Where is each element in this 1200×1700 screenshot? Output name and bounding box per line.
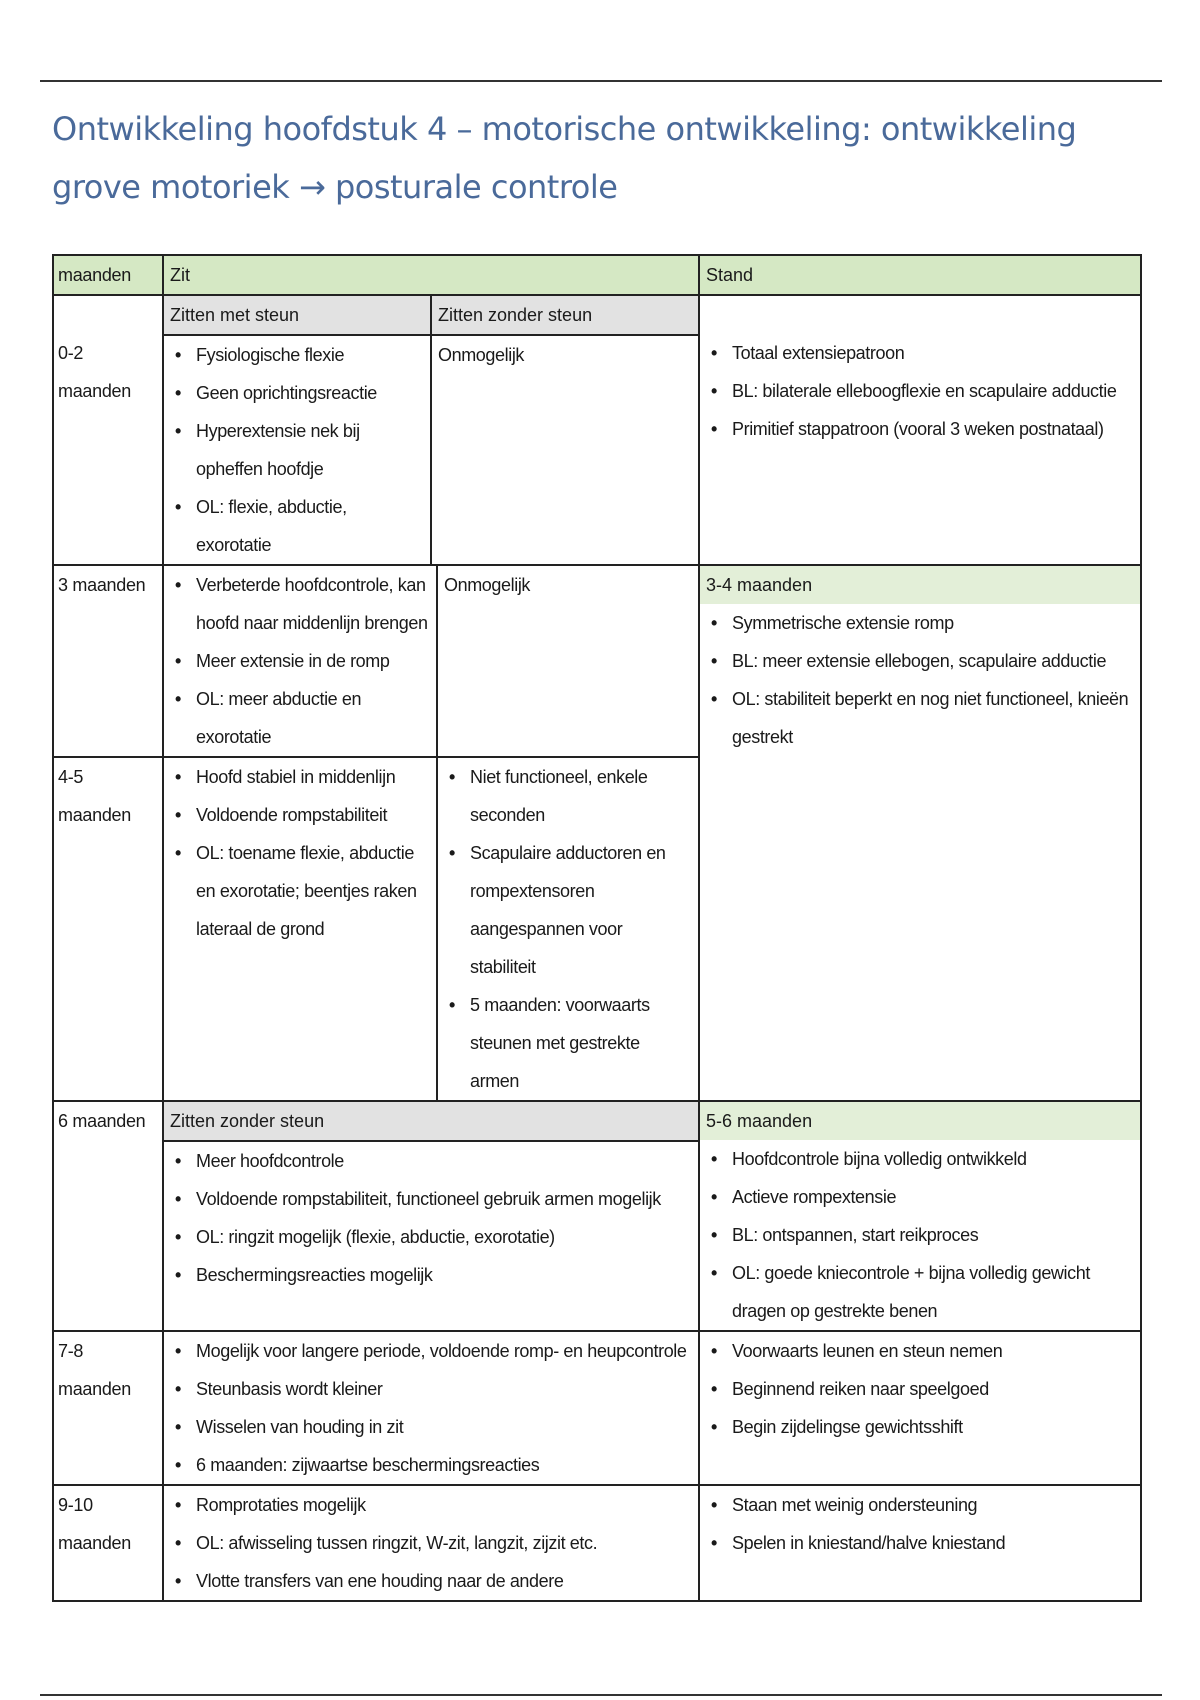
list-item: • Hoofd stabiel in middenlijn <box>170 758 430 796</box>
list-item: • Meer hoofdcontrole <box>170 1142 692 1180</box>
list-item: • Steunbasis wordt kleiner <box>170 1370 692 1408</box>
list-item: • Staan met weinig ondersteuning <box>706 1486 1134 1524</box>
list-item: • OL: ringzit mogelijk (flexie, abductie, exorotatie) <box>170 1218 692 1256</box>
list-item: • OL: flexie, abductie, exorotatie <box>170 488 424 564</box>
top-rule <box>40 80 1162 82</box>
list-item: • Verbeterde hoofdcontrole, kan hoofd naar middenlijn brengen <box>170 566 430 642</box>
stand-age-label: 5-6 maanden <box>700 1102 1140 1140</box>
month-cell: 9-10 maanden <box>53 1485 163 1601</box>
cell-text: Onmogelijk <box>444 575 531 595</box>
list-item: • Vlotte transfers van ene houding naar de andere <box>170 1562 692 1600</box>
sit-with-support <box>163 565 437 757</box>
stand-cell <box>699 1331 1141 1485</box>
sit-cell <box>163 1101 699 1331</box>
sit-cell <box>163 1485 699 1601</box>
month-label: 0-2 maanden <box>58 343 131 401</box>
development-table <box>52 254 1142 1602</box>
list-item: • Beschermingsreacties mogelijk <box>170 1256 692 1294</box>
header-months: maanden <box>53 255 163 295</box>
sit-cell <box>163 295 699 565</box>
sit-without-support <box>431 335 698 564</box>
table-row <box>53 1485 1141 1601</box>
header-sit: Zit <box>163 255 699 295</box>
list-item: • BL: bilaterale elleboogflexie en scapulaire adductie <box>706 372 1134 410</box>
list-item: • Mogelijk voor langere periode, voldoende romp- en heupcontrole <box>170 1332 692 1370</box>
list-item: • OL: afwisseling tussen ringzit, W-zit, langzit, zijzit etc. <box>170 1524 692 1562</box>
stand-cell <box>699 1485 1141 1601</box>
table-row <box>53 1101 1141 1331</box>
list-item: • Wisselen van houding in zit <box>170 1408 692 1446</box>
subheader-with-support: Zitten met steun <box>164 296 431 335</box>
stand-cell <box>699 565 1141 1101</box>
stand-cell <box>699 1101 1141 1331</box>
list-item: • OL: goede kniecontrole + bijna volledig gewicht dragen op gestrekte benen <box>706 1254 1134 1330</box>
list-item: • Niet functioneel, enkele seconden <box>444 758 692 834</box>
list-item: • Voldoende rompstabiliteit, functioneel gebruik armen mogelijk <box>170 1180 692 1218</box>
subheader-without-support: Zitten zonder steun <box>164 1102 698 1141</box>
list-item: • Symmetrische extensie romp <box>706 604 1134 642</box>
sit-items <box>164 1141 698 1294</box>
list-item: • Primitief stappatroon (vooral 3 weken postnataal) <box>706 410 1134 448</box>
page-title: Ontwikkeling hoofdstuk 4 – motorische ontwikkeling: ontwikkeling grove motoriek → posturale controle <box>52 110 1077 206</box>
list-item: • Totaal extensiepatroon <box>706 334 1134 372</box>
sit-with-support <box>163 757 437 1101</box>
list-item: • Voorwaarts leunen en steun nemen <box>706 1332 1134 1370</box>
bottom-rule <box>40 1694 1162 1696</box>
list-item: • Geen oprichtingsreactie <box>170 374 424 412</box>
list-item: • OL: meer abductie en exorotatie <box>170 680 430 756</box>
list-item: • Actieve rompextensie <box>706 1178 1134 1216</box>
stand-age-label: 3-4 maanden <box>700 566 1140 604</box>
subheader-without-support: Zitten zonder steun <box>431 296 698 335</box>
cell-text: Onmogelijk <box>438 345 525 365</box>
header-stand: Stand <box>699 255 1141 295</box>
list-item: • OL: toename flexie, abductie en exorotatie; beentjes raken lateraal de grond <box>170 834 430 948</box>
list-item: • Scapulaire adductoren en rompextensoren aangespannen voor stabiliteit <box>444 834 692 986</box>
list-item: • 5 maanden: voorwaarts steunen met gestrekte armen <box>444 986 692 1100</box>
sit-without-support <box>437 565 699 757</box>
month-cell <box>53 295 163 565</box>
list-item: • Hoofdcontrole bijna volledig ontwikkeld <box>706 1140 1134 1178</box>
list-item: • Meer extensie in de romp <box>170 642 430 680</box>
list-item: • Romprotaties mogelijk <box>170 1486 692 1524</box>
month-cell: 7-8 maanden <box>53 1331 163 1485</box>
sit-cell <box>163 1331 699 1485</box>
month-cell: 6 maanden <box>53 1101 163 1331</box>
list-item: • Beginnend reiken naar speelgoed <box>706 1370 1134 1408</box>
list-item: • 6 maanden: zijwaartse beschermingsreacties <box>170 1446 692 1484</box>
list-item: • BL: meer extensie ellebogen, scapulaire adductie <box>706 642 1134 680</box>
list-item: • Spelen in kniestand/halve kniestand <box>706 1524 1134 1562</box>
list-item: • Hyperextensie nek bij opheffen hoofdje <box>170 412 424 488</box>
list-item: • OL: stabiliteit beperkt en nog niet functioneel, knieën gestrekt <box>706 680 1134 756</box>
list-item: • Voldoende rompstabiliteit <box>170 796 430 834</box>
table-row <box>53 1331 1141 1485</box>
sit-without-support <box>437 757 699 1101</box>
list-item: • Fysiologische flexie <box>170 336 424 374</box>
sit-with-support <box>164 335 431 564</box>
month-cell: 4-5 maanden <box>53 757 163 1101</box>
list-item: • Begin zijdelingse gewichtsshift <box>706 1408 1134 1446</box>
list-item: • BL: ontspannen, start reikproces <box>706 1216 1134 1254</box>
table-row <box>53 295 1141 565</box>
stand-cell <box>699 295 1141 565</box>
month-cell: 3 maanden <box>53 565 163 757</box>
table-row <box>53 565 1141 757</box>
header-row <box>53 255 1141 295</box>
